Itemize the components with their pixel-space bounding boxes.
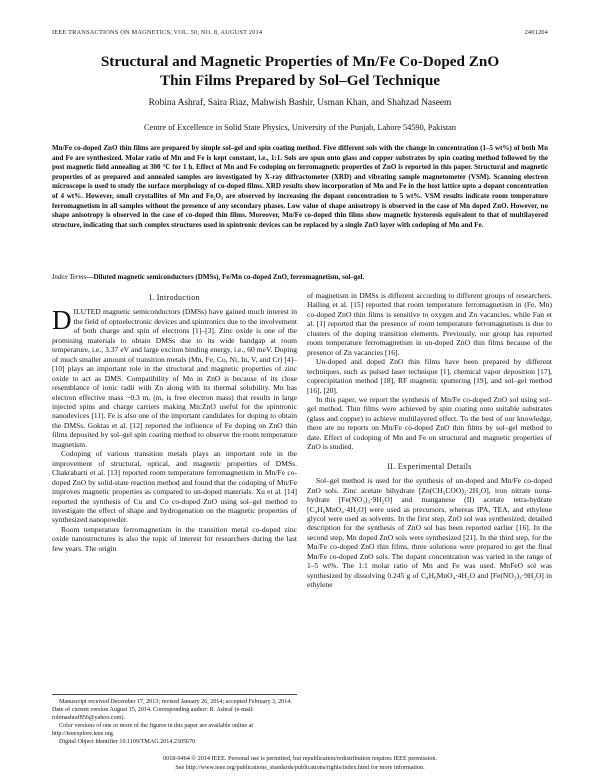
intro-paragraph-1-text: ILUTED magnetic semiconductors (DMSs) have gained much interest in the field of optoelectronic devices and spintronics due to the involvement of both charge and spin of electrons [1]–[3]. Zinc oxide is one of the promising materials to obtain DMSs due to its wide bandgap at room temperature, i.e., 3.37 eV and large exciton binding energy, i.e., 60 meV. Doping of much smaller amount of transition metals (Mn, Fe, Co, Ni, In, V, and Cr) [4]–[10] plays an important role in the structural and magnetic properties of zinc oxide to act as DMS. Compatibility of Mn in ZnO is because of its close resemblance of ionic radii with Zn along with its thermal solubility. Mn has electron effective mass ~0.3 mₑ (mₑ is free electron mass) that results in large injected spins and charge carriers making Mn:ZnO useful for the spintronic nanodevices [11]. Fe is also one of the important candidates for doping to obtain the DMSs. Goktas et al. [12] reported the influence of Fe doping on ZnO thin films deposited by sol–gel spin coating method to observe the room temperature magnetism. <box>52 307 297 449</box>
author-list: Robina Ashraf, Saira Riaz, Mahwish Bashir, Usman Khan, and Shahzad Naseem <box>148 98 452 108</box>
intro-paragraph-2: Codoping of various transition metals plays an important role in the improvement of structural, optical, and magnetic properties of DMSs. Chakrabarti et al. [13] reported room temperature ferromagnetism in Mn/Fe co-doped ZnO by solid-state reaction method and found that the codoping of Mn/Fe improves magnetic properties as compared to un-doped materials. Xu et al. [14] reported the synthesis of Cu and Co co-doped ZnO using sol–gel method to investigate the effect of shape and hydrogenation on the magnetic properties of synthesized nanopowder. <box>52 449 297 525</box>
footnote-color: Color versions of one or more of the figures in this paper are available online at http://ieeexplore.ieee.org. <box>52 723 254 738</box>
drop-cap: D <box>52 305 72 336</box>
intro-paragraph-1 <box>52 307 297 449</box>
index-terms-text: Diluted magnetic semiconductors (DMSs), Fe/Mn co-doped ZnO, ferromagnetism, sol–gel. <box>93 273 365 281</box>
footnote-doi: Digital Object Identifier 10.1109/TMAG.2014.2305670 <box>59 739 196 746</box>
right-column <box>307 291 552 590</box>
intro-paragraph-3: Room temperature ferromagnetism in the transition metal co-doped zinc oxide nanostructures is also the topic of interest for researchers during the last few years. The origin <box>52 524 297 553</box>
index-terms-label: Index Terms <box>52 273 87 281</box>
title-line-2: Thin Films Prepared by Sol–Gel Technique <box>159 72 441 89</box>
paper-title <box>40 52 560 90</box>
running-header <box>52 29 548 36</box>
footnotes <box>52 694 297 747</box>
footnote-manuscript: Manuscript received December 17, 2013; revised January 26, 2014; accepted February 3, 2014. Date of current version August 15, 2014. Corresponding author: R. Ashraf (e-mail: robinashraf856@yahoo.com). <box>52 699 292 722</box>
index-terms: Index Terms—Diluted magnetic semiconductors (DMSs), Fe/Mn co-doped ZnO, ferromagnetism, sol–gel. <box>52 273 365 281</box>
affiliation: Centre of Excellence in Solid State Physics, University of the Punjab, Lahore 54590, Pakistan <box>144 123 456 132</box>
intro-paragraph-6: In this paper, we report the synthesis of Mn/Fe co-doped ZnO sol using sol–gel method. Thin films were achieved by spin coating onto suitable substrates (glass and copper) to achieve multilayered effect. To the best of our knowledge, there are no reports on Mn/Fe co-doped ZnO thin films by sol–gel method to date. Effect of codoping of Mn and Fe on structural and magnetic properties of ZnO is studied. <box>307 394 552 452</box>
intro-paragraph-5: Un-doped and doped ZnO thin films have been prepared by different techniques, such as pulsed laser technique [1], chemical vapor deposition [17], coprecipitation method [18], RF magnetic sputtering [19], and sol–gel method [16], [20]. <box>307 357 552 395</box>
experimental-paragraph-1: Sol–gel method is used for the synthesis of un-doped and Mn/Fe co-doped ZnO sols. Zinc acetate bihydrate [Zn(CH₃COO)₂·2H₂O], iron nitrate nona-hydrate [Fe(NO₃)₃·9H₂O] and manganese (II) acetate tetra-hydrate [C₄H₆MnO₄·4H₂O] were used as precursors, whereas IPA, TEA, and ethylene glycol were used as solvents. In the first step, ZnO sol was synthesized; detailed description for the synthesis of ZnO sol has been reported earlier [16]. In the second step, Mn doped ZnO sols were synthesized [21]. In the third step, for the Mn/Fe co-doped ZnO thin films, three solutions were prepared to get the final Mn/Fe co-doped ZnO sols. The dopant concentration was varied in the range of 1–5 wt%. The 1:1 molar ratio of Mn and Fe was used. MnFeO sol was synthesized by dissolving 0.245 g of C₄H₆MnO₄·4H₂O and [Fe(NO₃)₃·9H₂O] in ethylene <box>307 476 552 590</box>
copyright-line-2: See http://www.ieee.org/publications_standards/publications/rights/index.html for more information. <box>175 763 425 771</box>
title-line-1: Structural and Magnetic Properties of Mn/Fe Co-Doped ZnO <box>100 53 500 70</box>
article-number: 2401204 <box>524 29 548 36</box>
section-heading-introduction: I. Introduction <box>149 293 200 302</box>
abstract: Mn/Fe co-doped ZnO thin films are prepared by simple sol–gel and spin coating method. Five different sols with the change in concentration (1–5 wt%) of both Mn and Fe are synthesized. Molar ratio of Mn and Fe is kept constant, i.e., 1:1. Sols are spun onto glass and copper substrates by spin coating method followed by the post magnetic field annealing at 300 °C for 1 h. Effect of Mn and Fe codoping on ferromagnetic properties of ZnO is reported in this paper. Structural and magnetic properties of as prepared and annealed samples are investigated by X-ray diffractometer (XRD) and vibrating sample magnetometer (VSM). Scanning electron microscope is used to study the surface morphology of co-doped films. XRD results show incorporation of Mn and Fe in the host lattice upto a dopant concentration of 4 wt%. However, small crystallites of Mn and Fe₂O₃ are observed by increasing the dopant concentration to 5 wt%. VSM results indicate room temperature ferromagnetism in all samples without the presence of any secondary phases. Low value of shape anisotropy is observed in the case of Mn doped ZnO. However, no shape anisotropy is observed in the case of co-doped thin films. Moreover, Mn/Fe co-doped thin films show magnetic hysteresis equivalent to that of multilayered structure, indicating that such complex structures used in spintronic devices can be replaced by a single ZnO layer with codoping of Mn and Fe. <box>52 144 548 229</box>
section-heading-experimental: II. Experimental Details <box>387 461 472 471</box>
copyright-line-1: 0018-9464 © 2014 IEEE. Personal use is permitted, but republication/redistribution requires IEEE permission. <box>163 755 437 762</box>
left-column <box>52 291 297 553</box>
copyright-notice <box>52 755 548 772</box>
journal-info: IEEE TRANSACTIONS ON MAGNETICS, VOL. 50, NO. 8, AUGUST 2014 <box>52 29 263 36</box>
intro-paragraph-4: of magnetism in DMSs is different according to different groups of researchers. Hailing et al. [15] reported that room temperature ferromagnetism in (Fe, Mn) co-doped ZnO thin films is sensitive to oxygen and Zn vacancies, while Fan et al. [1] reported that the presence of room temperature ferromagnetism is due to clusters of the doping transition elements. Previously, our group has reported room temperature ferromagnetism in un-doped ZnO thin films because of the presence of Zn vacancies [16]. <box>307 291 552 357</box>
